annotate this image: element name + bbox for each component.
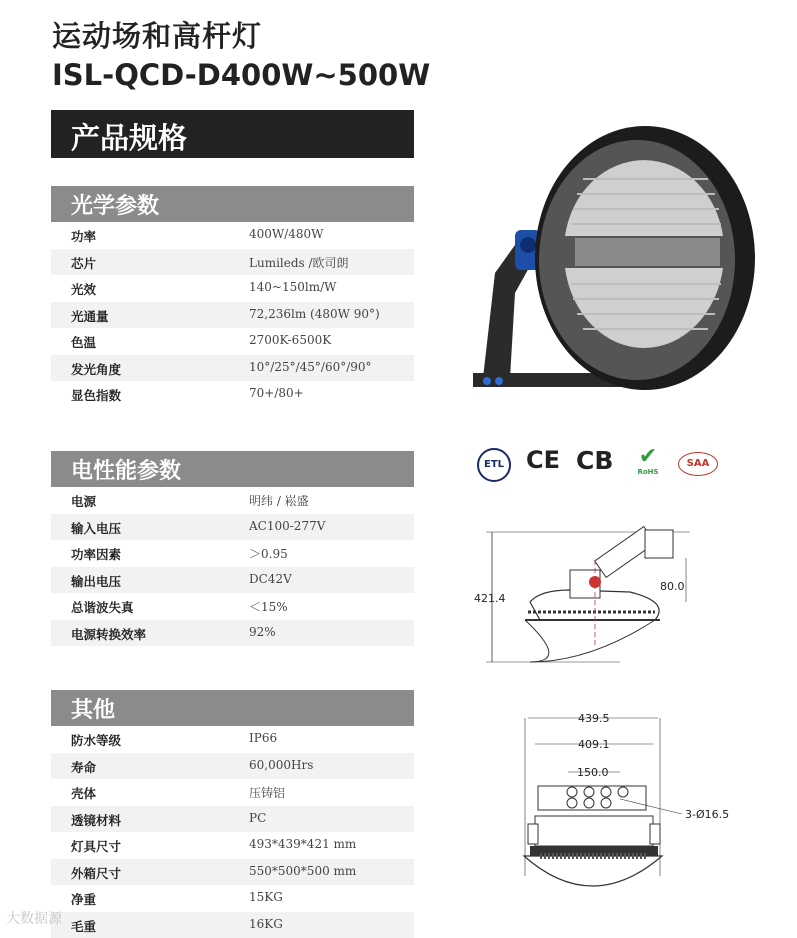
spec-row (51, 806, 414, 833)
height-dimension: 421.4 (474, 592, 506, 605)
front-view-drawing (510, 706, 770, 926)
inner-width-dimension: 409.1 (578, 738, 610, 751)
spec-row (51, 726, 414, 753)
width-dimension: 439.5 (578, 712, 610, 725)
spec-key: 毛重 (71, 918, 97, 934)
spec-value: 16KG (249, 916, 283, 931)
optical-section (51, 186, 414, 408)
spec-row (51, 540, 414, 567)
spec-row (51, 885, 414, 912)
model-number: ISL-QCD-D400W~500W (52, 58, 431, 92)
spec-row (51, 514, 414, 541)
spec-value: 550*500*500 mm (249, 863, 357, 878)
spec-row (51, 620, 414, 647)
spec-key: 功率因素 (71, 547, 122, 562)
saa-logo: SAA (678, 452, 718, 476)
spec-key: 色温 (71, 335, 97, 350)
spec-value: PC (249, 810, 267, 825)
watermark: 大数据源 (6, 911, 62, 927)
spec-row (51, 832, 414, 859)
etl-logo: ETL (477, 448, 511, 482)
spec-row (51, 779, 414, 806)
spec-banner (51, 110, 414, 158)
spec-key: 输出电压 (71, 573, 122, 589)
checkmark-icon: ✔ (638, 444, 658, 469)
spec-value: AC100-277V (249, 518, 326, 533)
spec-row (51, 355, 414, 382)
spec-key: 总谐波失真 (71, 600, 134, 615)
other-section (51, 690, 414, 938)
spec-row (51, 753, 414, 780)
spec-key: 芯片 (71, 255, 97, 271)
spec-key: 发光角度 (71, 361, 122, 377)
spec-key: 光效 (71, 282, 97, 297)
section-header (51, 451, 414, 487)
spec-key: 功率 (71, 229, 97, 244)
spec-key: 防水等级 (71, 733, 122, 748)
spec-value: 140~150lm/W (249, 280, 337, 294)
spec-key: 寿命 (71, 759, 97, 775)
spec-key: 电源转换效率 (71, 626, 147, 642)
spec-row (51, 859, 414, 886)
spec-value: ＞0.95 (249, 547, 288, 561)
spec-value: DC42V (249, 571, 292, 586)
section-header (51, 690, 414, 726)
spec-row (51, 328, 414, 355)
ce-logo: CE (526, 446, 561, 474)
cb-logo: CB (576, 446, 614, 475)
spec-value: ＜15% (249, 600, 288, 614)
spec-key: 净重 (71, 892, 97, 907)
section-title: 电性能参数 (71, 459, 182, 484)
section-header (51, 186, 414, 222)
rohs-logo (633, 446, 663, 478)
spec-row (51, 302, 414, 329)
spec-key: 输入电压 (71, 520, 122, 536)
section-title: 光学参数 (71, 194, 160, 219)
spec-row (51, 249, 414, 276)
spec-key: 透镜材料 (71, 812, 122, 828)
spec-value: 493*439*421 mm (249, 837, 357, 851)
spec-value: 明纬 / 崧盛 (249, 494, 309, 508)
spec-value: 400W/480W (249, 227, 324, 241)
spec-row (51, 275, 414, 302)
spec-row (51, 912, 414, 938)
spec-banner-label: 产品规格 (71, 121, 188, 155)
holes-span-dimension: 150.0 (577, 766, 609, 779)
spec-value: 60,000Hrs (249, 757, 314, 772)
product-image (465, 118, 765, 403)
spec-value: 72,236lm (480W 90°) (249, 306, 380, 321)
spec-key: 灯具尺寸 (71, 839, 122, 854)
spec-key: 光通量 (71, 308, 109, 324)
rohs-text: RoHS (637, 468, 659, 476)
page-title: 运动场和高杆灯 (52, 19, 263, 53)
spec-row (51, 593, 414, 620)
spec-value: 压铸铝 (249, 786, 286, 800)
holes-dimension: 3-Ø16.5 (685, 808, 730, 821)
spec-key: 显色指数 (71, 388, 122, 403)
spec-value: Lumileds /欧司朗 (249, 255, 349, 270)
spec-value: 92% (249, 624, 276, 639)
spec-value: 10°/25°/45°/60°/90° (249, 359, 372, 374)
side-view-drawing (470, 520, 770, 680)
spec-value: 15KG (249, 890, 283, 904)
spec-row (51, 381, 414, 408)
electrical-section (51, 451, 414, 646)
spec-key: 电源 (71, 494, 97, 509)
spec-row (51, 222, 414, 249)
spec-value: 70+/80+ (249, 386, 304, 400)
spec-key: 外箱尺寸 (71, 865, 122, 881)
bracket-dimension: 80.0 (660, 580, 685, 593)
spec-key: 壳体 (71, 786, 97, 801)
spec-row (51, 567, 414, 594)
spec-value: 2700K-6500K (249, 333, 332, 347)
spec-value: IP66 (249, 731, 278, 745)
spec-row (51, 487, 414, 514)
section-title: 其他 (71, 698, 116, 723)
